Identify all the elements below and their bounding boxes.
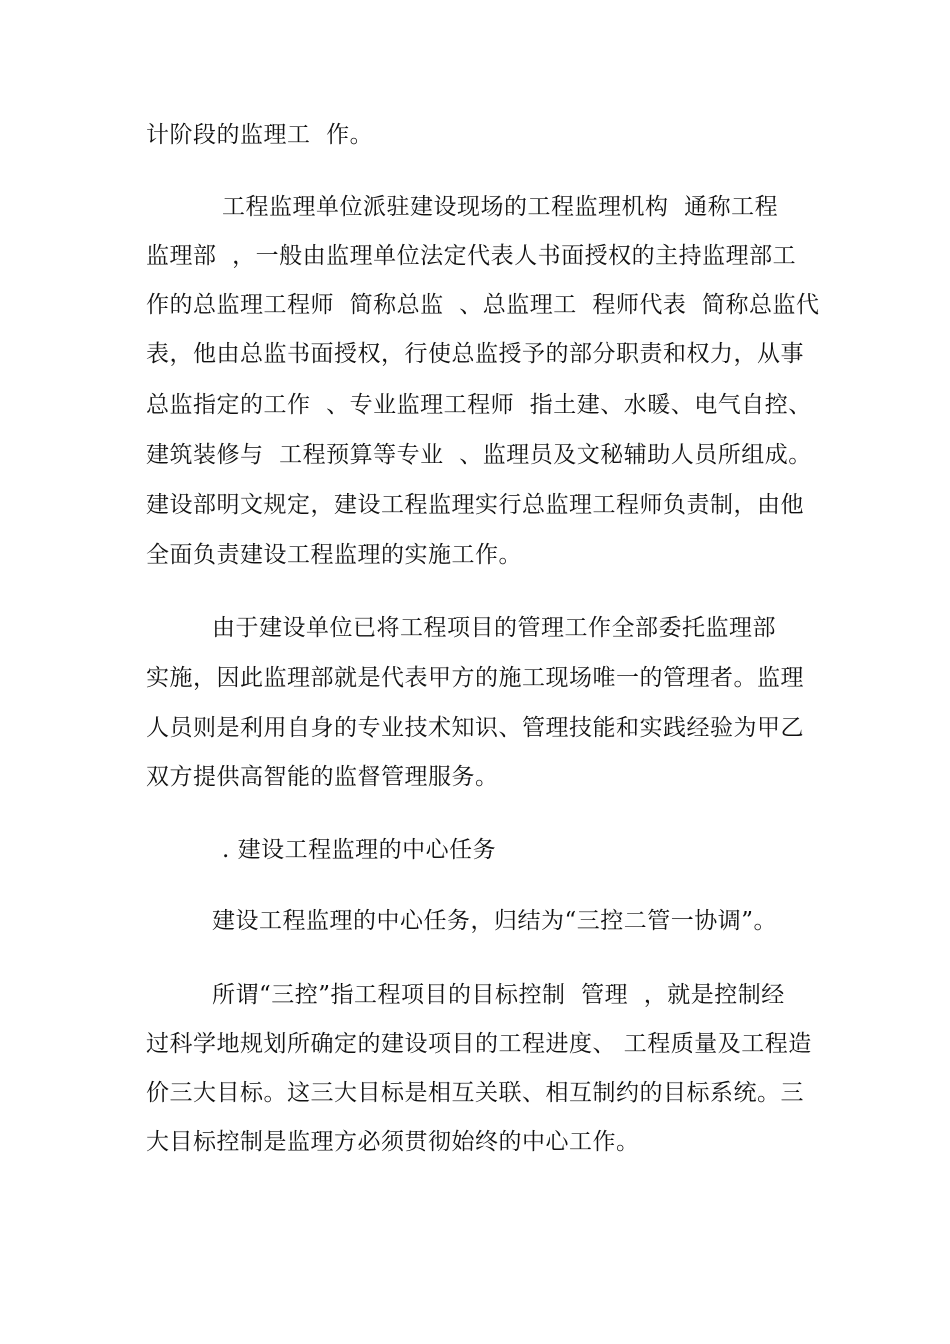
paragraph-line: 全面负责建设工程监理的实施工作。 (146, 542, 522, 568)
paragraph-line: 表，他由总监书面授权，行使总监授予的部分职责和权力，从事 (146, 341, 804, 367)
section-heading: . 建设工程监理的中心任务 (222, 837, 497, 863)
paragraph-line: 建设工程监理的中心任务，归结为“三控二管一协调”。 (212, 908, 778, 934)
paragraph-line: 人员则是利用自身的专业技术知识、管理技能和实践经验为甲乙 (146, 715, 804, 741)
paragraph-line: 由于建设单位已将工程项目的管理工作全部委托监理部 (212, 615, 776, 641)
paragraph-line: 价三大目标。这三大目标是相互关联、相互制约的目标系统。三 (146, 1080, 804, 1106)
paragraph-line: 建设部明文规定，建设工程监理实行总监理工程师负责制，由他 (146, 492, 804, 518)
paragraph-line: 过科学地规划所确定的建设项目的工程进度、 工程质量及工程造 (146, 1031, 812, 1057)
paragraph-line: 双方提供高智能的监督管理服务。 (146, 764, 499, 790)
paragraph-line: 工程监理单位派驻建设现场的工程监理机构 通称工程 (222, 194, 779, 220)
paragraph-line: 所谓“三控”指工程项目的目标控制 管理 ，就是控制经 (212, 982, 785, 1008)
paragraph-line: 总监指定的工作 、专业监理工程师 指土建、水暖、电气自控、 (146, 392, 812, 418)
paragraph-line: 大目标控制是监理方必须贯彻始终的中心工作。 (146, 1129, 640, 1155)
paragraph-line: 计阶段的监理工 作。 (146, 122, 374, 148)
paragraph-line: 建筑装修与 工程预算等专业 、监理员及文秘辅助人员所组成。 (146, 442, 812, 468)
paragraph-line: 作的总监理工程师 简称总监 、总监理工 程师代表 简称总监代 (146, 292, 820, 318)
paragraph-line: 实施，因此监理部就是代表甲方的施工现场唯一的管理者。监理 (146, 665, 804, 691)
paragraph-line: 监理部 ，一般由监理单位法定代表人书面授权的主持监理部工 (146, 243, 797, 269)
